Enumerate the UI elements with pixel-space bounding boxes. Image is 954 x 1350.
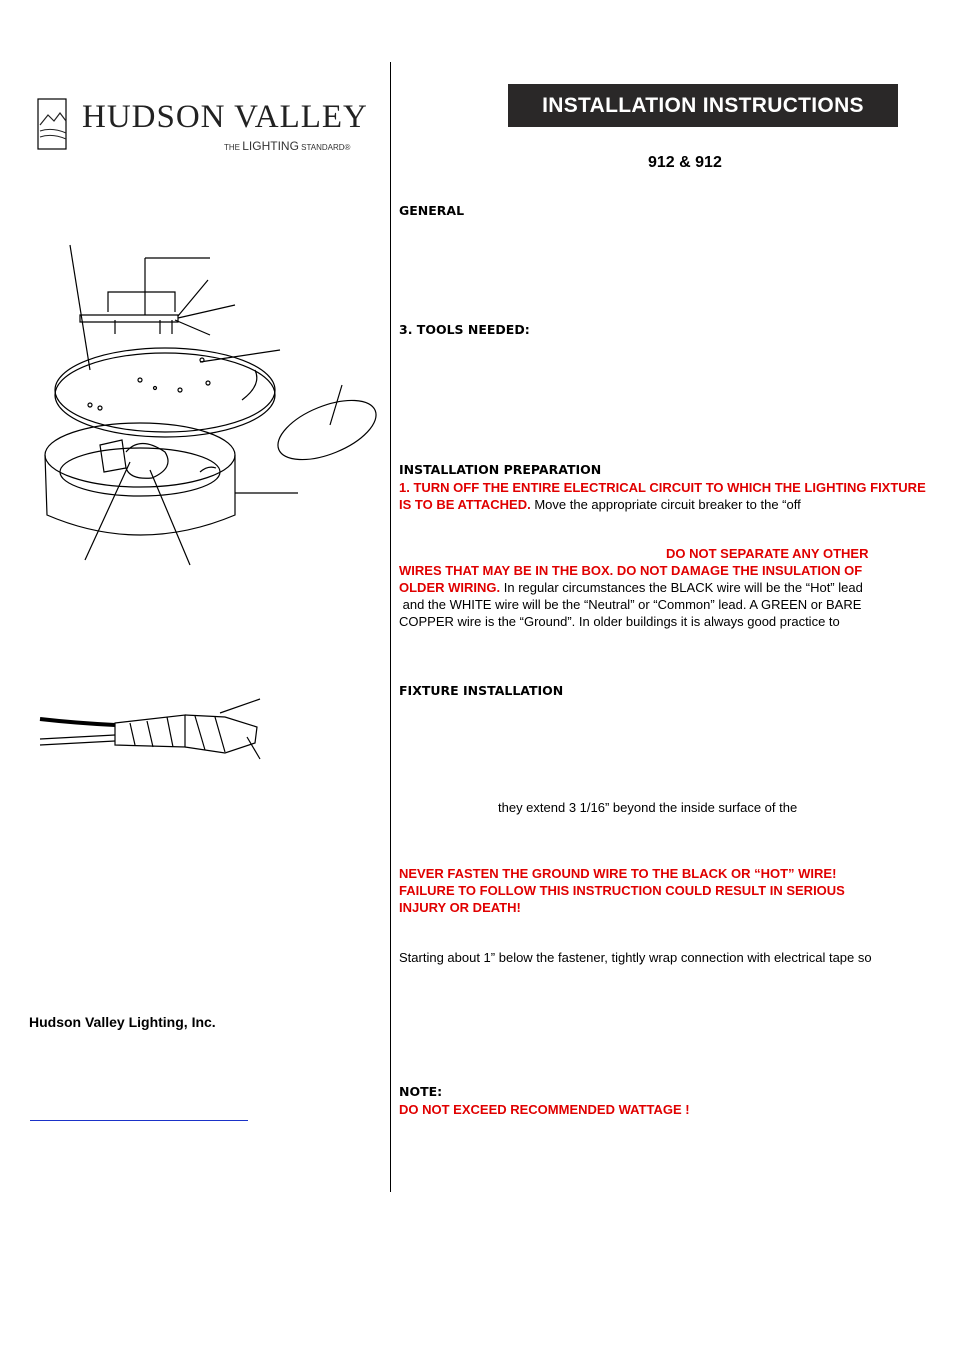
prep-step-1 <box>399 479 939 513</box>
hudson-valley-logo <box>36 95 376 157</box>
model-number: 912 & 912 <box>648 154 722 171</box>
prep-step-1-warning: 1. TURN OFF THE ENTIRE ELECTRICAL CIRCUIT TO WHICH THE LIGHTING FIXTURE IS TO BE ATTACHED. <box>399 480 926 512</box>
ground-warning-line-2: FAILURE TO FOLLOW THIS INSTRUCTION COULD RESULT IN SERIOUS <box>399 883 845 898</box>
logo-tagline-pre: THE <box>224 143 240 152</box>
fixture-installation-heading: FIXTURE INSTALLATION <box>399 683 564 698</box>
logo-tagline <box>224 139 350 153</box>
note-wattage-warning: DO NOT EXCEED RECOMMENDED WATTAGE ! <box>399 1102 690 1117</box>
prep-warning-line-3: OLDER WIRING. <box>399 580 501 595</box>
tools-heading: 3. TOOLS NEEDED: <box>399 322 530 337</box>
prep-wire-text-3: COPPER wire is the “Ground”. In older buildings it is always good practice to <box>399 614 840 629</box>
prep-wire-text-1: In regular circumstances the BLACK wire will be the “Hot” lead <box>503 580 863 595</box>
logo-tagline-main: LIGHTING <box>242 139 299 153</box>
prep-warning-line-1: DO NOT SEPARATE ANY OTHER <box>666 546 869 561</box>
fixture-exploded-diagram <box>30 240 390 580</box>
website-link-underline[interactable] <box>30 1120 248 1121</box>
note-heading: NOTE: <box>399 1084 443 1099</box>
installation-instructions-banner: INSTALLATION INSTRUCTIONS <box>508 84 898 127</box>
prep-wire-text-2: and the WHITE wire will be the “Neutral” or “Common” lead. A GREEN or BARE <box>399 597 862 612</box>
prep-warning-line-2: WIRES THAT MAY BE IN THE BOX. DO NOT DAMAGE THE INSULATION OF <box>399 563 863 578</box>
prep-wiring-paragraph <box>399 579 939 596</box>
tape-instruction-text: Starting about 1” below the fastener, tightly wrap connection with electrical tape so <box>399 950 872 965</box>
logo-brand-text: HUDSON VALLEY <box>82 99 368 135</box>
company-name: Hudson Valley Lighting, Inc. <box>29 1014 216 1030</box>
general-heading: GENERAL <box>399 203 465 218</box>
wire-connector-diagram <box>35 695 275 765</box>
ground-warning-line-3: INJURY OR DEATH! <box>399 900 521 915</box>
mountain-logo-icon <box>36 95 76 153</box>
logo-tagline-post: STANDARD® <box>301 143 351 152</box>
fixture-extend-text: they extend 3 1/16” beyond the inside surface of the <box>498 800 798 815</box>
prep-step-1-text: Move the appropriate circuit breaker to the “off <box>534 497 801 512</box>
preparation-heading: INSTALLATION PREPARATION <box>399 462 602 477</box>
ground-warning-line-1: NEVER FASTEN THE GROUND WIRE TO THE BLACK OR “HOT” WIRE! <box>399 866 837 881</box>
column-divider <box>390 62 391 1192</box>
